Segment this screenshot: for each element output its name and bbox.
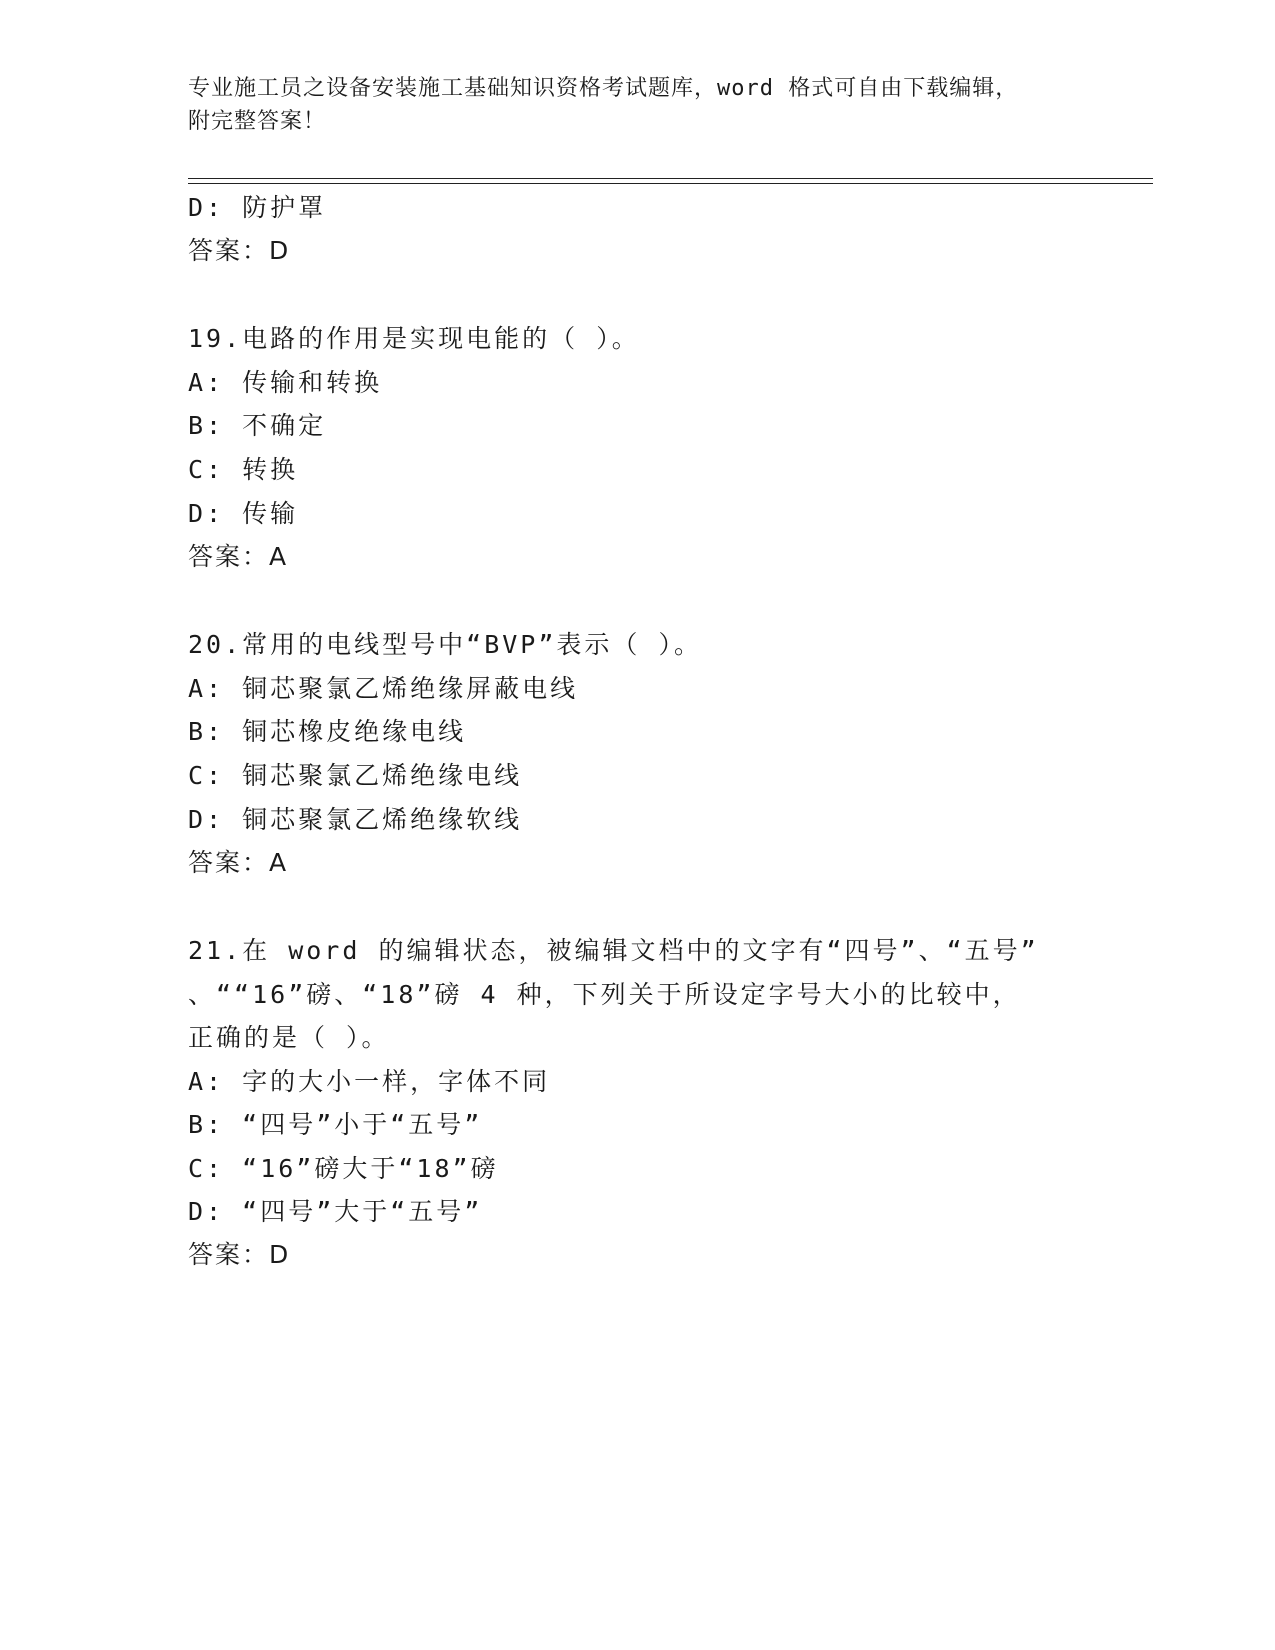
q19-answer: 答案：A <box>188 542 289 571</box>
q20-option-c: C: 铜芯聚氯乙烯绝缘电线 <box>188 761 523 790</box>
q20-option-d: D: 铜芯聚氯乙烯绝缘软线 <box>188 805 523 834</box>
header-line-1: 专业施工员之设备安装施工基础知识资格考试题库，word 格式可自由下载编辑， <box>188 76 1019 101</box>
q21-stem-line-1: 21.在 word 的编辑状态，被编辑文档中的文字有“四号”、“五号” <box>188 936 1039 965</box>
header-divider-top <box>188 178 1153 179</box>
q21-option-d: D: “四号”大于“五号” <box>188 1197 483 1226</box>
q20-option-a: A: 铜芯聚氯乙烯绝缘屏蔽电线 <box>188 674 579 703</box>
q19-option-d: D: 传输 <box>188 499 299 528</box>
q19-option-a: A: 传输和转换 <box>188 368 383 397</box>
q20-stem: 20.常用的电线型号中“BVP”表示（ ）。 <box>188 630 702 659</box>
q21-stem-line-2: 、““16”磅、“18”磅 4 种，下列关于所设定字号大小的比较中， <box>188 980 1021 1009</box>
document-header <box>188 72 1068 138</box>
q21-option-c: C: “16”磅大于“18”磅 <box>188 1154 499 1183</box>
header-divider-bottom <box>188 183 1153 184</box>
q19-stem: 19.电路的作用是实现电能的（ ）。 <box>188 324 640 353</box>
header-line-2: 附完整答案！ <box>188 109 327 134</box>
q21-stem-line-3: 正确的是（ ）。 <box>188 1023 390 1052</box>
q19-option-b: B: 不确定 <box>188 411 327 440</box>
q19-option-c: C: 转换 <box>188 455 299 484</box>
prev-option-d: D: 防护罩 <box>188 193 327 222</box>
q21-answer: 答案：D <box>188 1240 291 1269</box>
prev-answer: 答案：D <box>188 236 291 265</box>
q20-option-b: B: 铜芯橡皮绝缘电线 <box>188 717 467 746</box>
q21-option-a: A: 字的大小一样，字体不同 <box>188 1067 551 1096</box>
q20-answer: 答案：A <box>188 848 289 877</box>
q21-option-b: B: “四号”小于“五号” <box>188 1110 483 1139</box>
